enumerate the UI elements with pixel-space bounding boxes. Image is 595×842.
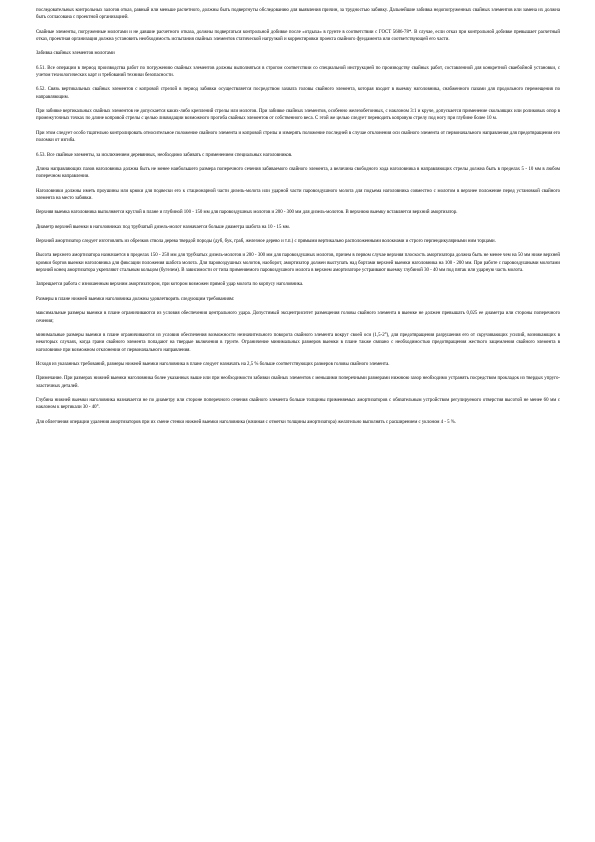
paragraph-min-dimensions: минимальные размеры выемки в плане ограничиваются из условия обеспечения возможности незначительного поворота свайного элемента вокруг своей оси (1,5-2°), для предотвращения разрушения его от скручивающих усилий, возникающих в некоторых случаях, когда грани свайного элемента попадают на твердые включения в грунте. Ограничение минимальных размеров выемки в плане также связано с необходимостью предотвращения жесткого защемления свайного элемента в наголовнике при возможном отклонении от первоначального направления. xyxy=(36,332,560,353)
paragraph-recess-sizing: Исходя из указанных требований, размеры нижней выемки наголовника в плане следует назначать на 2,5 % больше соответствующих размеров головы свайного элемента. xyxy=(36,361,390,367)
paragraph-upper-cushion-material: Верхний амортизатор следует изготовлять из обрезков ствола дерева твердой породы (дуб, бук, граб, железное дерево и т.п.) с прямыми вертикально расположенными волокнами и строго перпендикулярными ним торцами. xyxy=(36,239,496,245)
paragraph-lower-recess-depth: Глубина нижней выемки наголовника назначается не по диаметру или стороне поперечного сечения свайного элемента больше толщины применяемых амортизаторов с обязательным устройством регулируемого отверстия высотой не менее 60 мм с наклоном к вертикали 30 - 40°. xyxy=(36,397,560,411)
paragraph-upper-cushion-height: Высота верхнего амортизатора назначается в пределах 150 - 250 мм для трубчатых дизель-молотов и 200 - 300 мм для паровоздушных молотов, причем в первом случае верхняя плоскость амортизатора должна быть не менее чем на 50 мм ниже верхней кромки бортов выемки наголовника для фиксации положения шабота молота. Для паровоздушных молотов, наоборот, амортизатор должен выступать над бортами верхней выемки наголовника на 100 - 200 мм. При работе с паровоздушными молотами верхний конец амортизатора укрепляют стальным кольцом (бугелем). В зависимости от типа применяемого паровоздушного молота в верхнем амортизаторе устраивают выемку глубиной 30 - 40 мм под пятак или ударную часть молота. xyxy=(36,253,560,274)
paragraph-6-53: 6.53. Все свайные элементы, за исключением деревянных, необходимо забивать с применением специальных наголовников. xyxy=(36,152,293,158)
paragraph-vertical-driving: При забивке вертикальных свайных элементов не допускается каких-либо креплений стрелы или молотов. При забивке свайных элементов, особенно железобетонных, с наклоном 3:1 и круче, допускается применение скользящих или роликовых опор в промежуточных точках по длине копровой стрелы с целью ликвидации возможного прогиба свайных элементов от собственного веса. С этой же целью следует переводить копровую стрелу под ногу при глубине более 10 м. xyxy=(36,109,560,122)
paragraph-recess-diameter: Диаметр верхней выемки в наголовниках под трубчатый дизель-молот назначается больше диаметра шабота на 10 - 15 мм. xyxy=(36,224,290,230)
paragraph-position-control: При этом следует особо тщательно контролировать относительное положение свайного элемента и копровой стрелы и измерять положение последней в случае отклонения оси свайного элемента от первоначального направления для предотвращения его поломки от изгиба. xyxy=(36,130,560,144)
paragraph-6-52: 6.52. Связь вертикальных свайных элементов с копровой стрелой в период забивки осуществляется посредством захвата головы свайного элемента, которая входит в выемку наголовника, снабженного пазами для продольного перемещения по направляющим. xyxy=(36,87,560,100)
document-body xyxy=(36,7,560,433)
paragraph-lower-recess-requirements: Размеры в плане нижней выемки наголовника должны удовлетворять следующим требованиям: xyxy=(36,296,235,302)
paragraph-guide-length: Длина направляющих пазов наголовника должна быть не менее наибольшего размера поперечного сечения забиваемого свайного элемента, а величина свободного хода наголовника в направляющих стрелы должна быть в пределах 5 - 10 мм в любом поперечном направлении. xyxy=(36,166,560,180)
section-heading-hammer-driving: Забивка свайных элементов молотами xyxy=(36,51,115,57)
paragraph-worn-cushion: Запрещается работа с изношенным верхним амортизатором, при котором возможен прямой удар молота по корпусу наголовника. xyxy=(36,282,304,288)
paragraph-upper-recess: Верхняя выемка наголовника выполняется круглой в плане и глубиной 100 - 150 мм для паровоздушных молотов и 200 - 300 мм для дизель-молотов. В верхнюю выемку вставляется верхний амортизатор. xyxy=(36,210,458,216)
paragraph-note: Примечание. При размерах нижней выемки наголовника более указанных выше или при необходимости забивки свайных элементов с меньшими поперечными размерами нижнюю зазор необходимо устранять посредством прокладок из твердых упруго-эластичных деталей. xyxy=(36,376,560,389)
paragraph-max-dimensions: максимальные размеры выемки в плане ограничиваются из условия обеспечения центрального удара. Допустимый эксцентриситет размещения головы свайного элемента в выемке не должен превышать 0,025 ее диаметра или стороны поперечного сечения; xyxy=(36,311,560,324)
paragraph-refusal-continuation: последовательных контрольных залогов отказ, равный или меньше расчетного, должны быть подвергнуты обследованию для выявления причин, за трудностью забивку. Дальнейшие забивка недопогруженных свайных элементов или замена их должна быть согласована с проектной организацией. xyxy=(36,8,560,21)
paragraph-cushion-removal: Для облегчения операции удаления амортизаторов при их смене стенки нижней выемки наголовника (начиная с отметки толщины амортизатора) желательно выполнять с расширением с уклоном 4 - 5 %. xyxy=(36,419,457,425)
paragraph-6-51: 6.51. Все операции в период производства работ по погружению свайных элементов должны выполняться в строгом соответствии со специальной инструкцией по производству свайных работ, составленной для конкретной сваебойной установки, с учетом технологических карт и требований техники безопасности. xyxy=(36,65,560,79)
paragraph-cap-lugs: Наголовники должны иметь проушины или крюки для подвески его к стационарной части дизель-молота или ударной части паровоздушного молота для подъема наголовника совместно с молотом в верхнее положение перед установкой свайного элемента на место забивки. xyxy=(36,188,560,201)
paragraph-control-driving: Свайные элементы, погруженные молотами и не давшие расчетного отказа, должны подвергаться контрольной добивке после «отдыха» в грунте в соответствии с ГОСТ 5686-78*. В случае, если отказ при контрольной добивке превышает расчетный отказ, проектная организация должна установить необходимость испытания свайных элементов статической нагрузкой и корректировки проекта свайного фундамента или соответствующей его части. xyxy=(36,29,560,42)
